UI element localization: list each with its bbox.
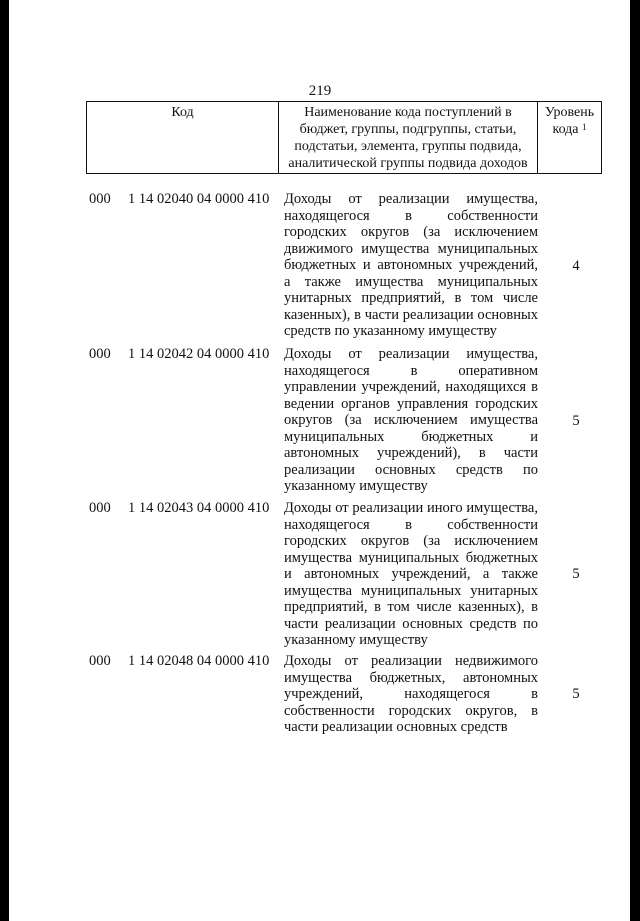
scan-border-left bbox=[0, 0, 9, 921]
header-name-line: Наименование кода поступлений в bbox=[304, 105, 512, 120]
revenue-name: Доходы от реализации имущества, находящегося в собственности городских округов (за исключением движимого имущества муниципальных бюджетных и автономных учреждений, а также имущества муниципальных унитарных предприятий, в том числе казенных), в части реализации основных средств по указанному имуществу bbox=[284, 191, 538, 339]
revenue-name: Доходы от реализации иного имущества, находящегося в собственности городских округов (за исключением имущества муниципальных бюджетных и автономных учреждений, а также имущества муниципальных унитарных предприятий, в том числе казенных), в части реализации основных средств по указанному имуществу bbox=[284, 500, 538, 648]
code-level: 5 bbox=[572, 686, 580, 702]
code-level: 4 bbox=[572, 258, 580, 274]
revenue-name: Доходы от реализации недвижимого имущества бюджетных, автономных учреждений, находящегося в собственности городских округов, в части реализации основных средств bbox=[284, 653, 538, 735]
header-level-cell bbox=[538, 102, 602, 174]
code-level: 5 bbox=[572, 413, 580, 429]
revenue-code: 1 14 02048 04 0000 410 bbox=[128, 653, 270, 669]
code-level: 5 bbox=[572, 566, 580, 582]
header-code-cell bbox=[87, 102, 279, 174]
admin-code: 000 bbox=[89, 500, 111, 516]
header-name-line: бюджет, группы, подгруппы, статьи, bbox=[299, 122, 517, 137]
table-header bbox=[86, 101, 602, 174]
header-level-label-2: кода $^1$ bbox=[552, 122, 587, 137]
admin-code: 000 bbox=[89, 653, 111, 669]
page-number: 219 bbox=[308, 83, 332, 99]
header-name-cell bbox=[279, 102, 538, 174]
scan-border-right bbox=[630, 0, 640, 921]
header-name-line: подстатьи, элемента, группы подвида, bbox=[294, 139, 522, 154]
admin-code: 000 bbox=[89, 191, 111, 207]
revenue-code: 1 14 02040 04 0000 410 bbox=[128, 191, 270, 207]
revenue-name: Доходы от реализации имущества, находящегося в оперативном управлении учреждений, находящихся в ведении органов управления городских округов (за исключением имущества муниципальных бюджетных и автономных учреждений), в части реализации основных средств по указанному имуществу bbox=[284, 346, 538, 494]
header-code-label: Код bbox=[171, 105, 194, 120]
header-level-label: Уровень bbox=[544, 105, 595, 120]
revenue-code: 1 14 02043 04 0000 410 bbox=[128, 500, 270, 516]
footnote-marker: 1 bbox=[582, 122, 587, 132]
header-name-line: аналитической группы подвида доходов bbox=[288, 156, 528, 171]
revenue-code: 1 14 02042 04 0000 410 bbox=[128, 346, 270, 362]
admin-code: 000 bbox=[89, 346, 111, 362]
